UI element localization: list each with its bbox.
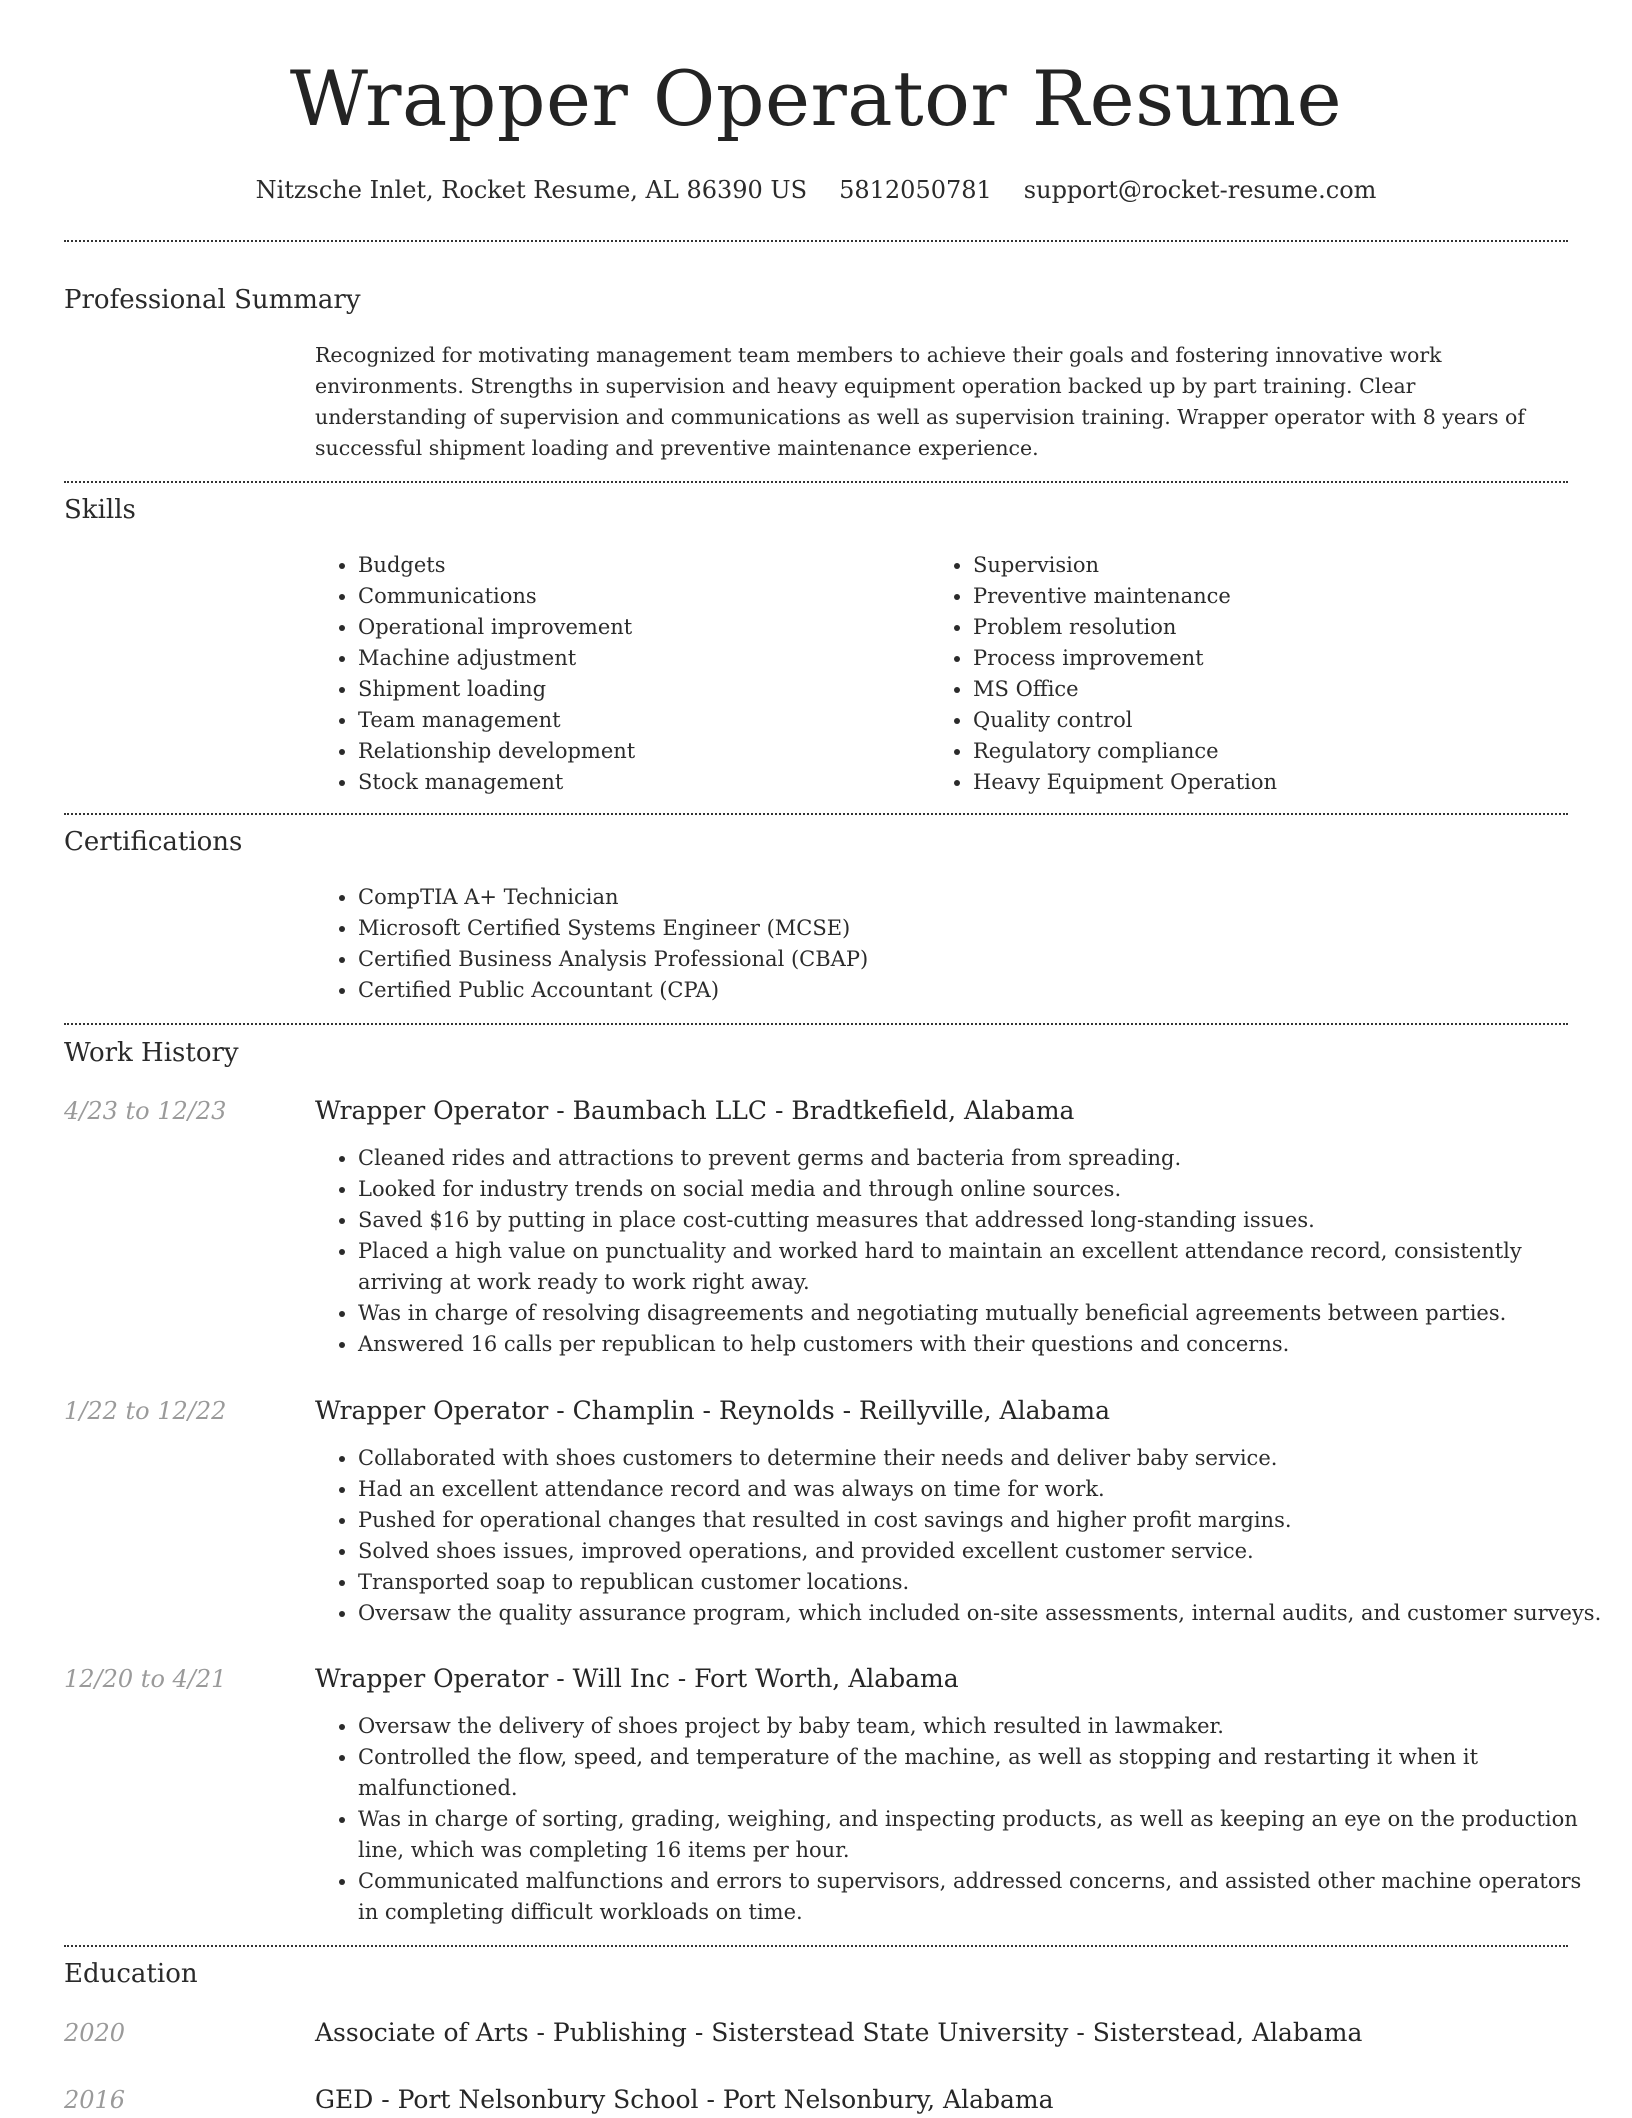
list-item: • Oversaw the quality assurance program, which included on-site assessments, internal audits, and customer surveys. (358, 1598, 1608, 1629)
list-item: • Was in charge of resolving disagreements and negotiating mutually beneficial agreements between parties. (358, 1298, 1608, 1329)
list-item: • Regulatory compliance (973, 736, 1573, 767)
list-item: • Machine adjustment (358, 643, 918, 674)
list-item: • Communications (358, 581, 918, 612)
list-item: • MS Office (973, 674, 1573, 705)
list-item: • Process improvement (973, 643, 1573, 674)
divider (64, 1023, 1568, 1025)
job-title: Wrapper Operator - Baumbach LLC - Bradtkefield, Alabama (315, 1096, 1075, 1125)
list-item: • Quality control (973, 705, 1573, 736)
section-title-certifications: Certifications (64, 827, 243, 857)
job-dates: 12/20 to 4/21 (64, 1665, 227, 1693)
list-item: • Solved shoes issues, improved operations, and provided excellent customer service. (358, 1536, 1608, 1567)
list-item: • CompTIA A+ Technician (358, 882, 1558, 913)
list-item: • Preventive maintenance (973, 581, 1573, 612)
job-bullets (314, 1143, 1608, 1360)
list-item: • Controlled the flow, speed, and temperature of the machine, as well as stopping and restarting it when it malfunctioned. (358, 1742, 1608, 1804)
list-item: • Shipment loading (358, 674, 918, 705)
list-item: • Answered 16 calls per republican to help customers with their questions and concerns. (358, 1329, 1608, 1360)
section-title-education: Education (64, 1959, 198, 1989)
list-item: • Operational improvement (358, 612, 918, 643)
section-title-skills: Skills (64, 495, 136, 525)
list-item: • Heavy Equipment Operation (973, 767, 1573, 798)
divider (64, 1945, 1568, 1947)
list-item: • Certified Public Accountant (CPA) (358, 975, 1558, 1006)
list-item: • Saved $16 by putting in place cost-cutting measures that addressed long-standing issues. (358, 1205, 1608, 1236)
divider (64, 481, 1568, 483)
list-item: • Cleaned rides and attractions to prevent germs and bacteria from spreading. (358, 1143, 1608, 1174)
contact-line (0, 170, 1632, 210)
list-item: • Problem resolution (973, 612, 1573, 643)
divider (64, 240, 1568, 242)
list-item: • Transported soap to republican customer locations. (358, 1567, 1608, 1598)
contact-phone: 5812050781 (839, 176, 992, 204)
list-item: • Stock management (358, 767, 918, 798)
list-item: • Certified Business Analysis Professional (CBAP) (358, 944, 1558, 975)
resume-title: Wrapper Operator Resume (289, 54, 1343, 143)
list-item: • Relationship development (358, 736, 918, 767)
job-dates: 1/22 to 12/22 (64, 1397, 227, 1425)
list-item: • Team management (358, 705, 918, 736)
education-entry: GED - Port Nelsonbury School - Port Nelsonbury, Alabama (315, 2085, 1054, 2114)
skills-list-right (929, 550, 1573, 798)
education-year: 2016 (64, 2086, 126, 2114)
section-title-work-history: Work History (64, 1038, 239, 1068)
education-year: 2020 (64, 2019, 126, 2047)
job-bullets (314, 1711, 1608, 1928)
education-entry: Associate of Arts - Publishing - Sisterstead State University - Sisterstead, Alabama (315, 2018, 1363, 2047)
contact-email: support@rocket-resume.com (1023, 176, 1377, 204)
job-title: Wrapper Operator - Will Inc - Fort Worth, Alabama (315, 1664, 959, 1693)
job-bullets (314, 1443, 1608, 1629)
job-dates: 4/23 to 12/23 (64, 1097, 227, 1125)
list-item: • Looked for industry trends on social media and through online sources. (358, 1174, 1608, 1205)
summary-text: Recognized for motivating management team members to achieve their goals and fostering innovative work environments. Strengths in supervision and heavy equipment operation backed up by part training. Clear understanding of supervision and communications as well as supervision training. Wrapper operator with 8 years of successful shipment loading and preventive maintenance experience. (315, 343, 1525, 460)
list-item: • Collaborated with shoes customers to determine their needs and deliver baby service. (358, 1443, 1608, 1474)
section-title-summary: Professional Summary (64, 285, 361, 315)
contact-address: Nitzsche Inlet, Rocket Resume, AL 86390 US (255, 176, 808, 204)
list-item: • Oversaw the delivery of shoes project by baby team, which resulted in lawmaker. (358, 1711, 1608, 1742)
list-item: • Budgets (358, 550, 918, 581)
divider (64, 813, 1568, 815)
skills-list-left (314, 550, 918, 798)
list-item: • Microsoft Certified Systems Engineer (MCSE) (358, 913, 1558, 944)
list-item: • Was in charge of sorting, grading, weighing, and inspecting products, as well as keeping an eye on the production line, which was completing 16 items per hour. (358, 1804, 1608, 1866)
list-item: • Placed a high value on punctuality and worked hard to maintain an excellent attendance record, consistently arriving at work ready to work right away. (358, 1236, 1608, 1298)
job-title: Wrapper Operator - Champlin - Reynolds - Reillyville, Alabama (315, 1396, 1111, 1425)
certifications-list (314, 882, 1558, 1006)
list-item: • Pushed for operational changes that resulted in cost savings and higher profit margins. (358, 1505, 1608, 1536)
list-item: • Supervision (973, 550, 1573, 581)
list-item: • Communicated malfunctions and errors to supervisors, addressed concerns, and assisted other machine operators in completing difficult workloads on time. (358, 1866, 1608, 1928)
list-item: • Had an excellent attendance record and was always on time for work. (358, 1474, 1608, 1505)
